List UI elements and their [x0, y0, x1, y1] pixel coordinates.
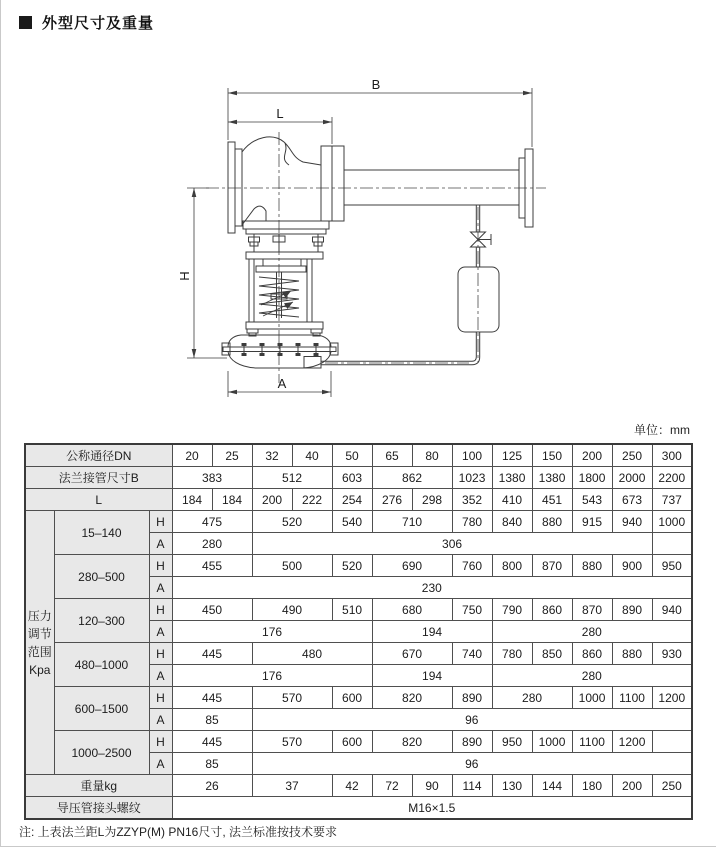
table-label-cell: 120–300	[54, 599, 149, 643]
table-value-cell: 780	[492, 643, 532, 665]
table-value-cell: 710	[372, 511, 452, 533]
table-value-cell: 1200	[652, 687, 692, 709]
table-value-cell: 280	[172, 533, 252, 555]
table-value-cell: 37	[252, 775, 332, 797]
table-value-cell: 85	[172, 709, 252, 731]
table-value-cell: 880	[572, 555, 612, 577]
table-value-cell: 820	[372, 687, 452, 709]
table-label-cell: A	[149, 533, 172, 555]
table-value-cell: 520	[252, 511, 332, 533]
table-value-cell: 96	[252, 709, 692, 731]
table-value-cell: 780	[452, 511, 492, 533]
table-row	[25, 489, 692, 511]
table-row	[25, 797, 692, 820]
dimension-table	[24, 443, 693, 820]
table-value-cell: 180	[572, 775, 612, 797]
valve-outline-drawing	[1, 0, 716, 420]
impulse-line	[321, 205, 480, 365]
table-value-cell: 100	[452, 444, 492, 467]
table-value-cell: 940	[652, 599, 692, 621]
table-value-cell: 1023	[452, 467, 492, 489]
table-label-cell: H	[149, 731, 172, 753]
table-value-cell: 490	[252, 599, 332, 621]
table-value-cell: 383	[172, 467, 252, 489]
table-value-cell: 1100	[612, 687, 652, 709]
table-value-cell: 410	[492, 489, 532, 511]
table-value-cell: 25	[212, 444, 252, 467]
table-value-cell: 890	[452, 731, 492, 753]
table-value-cell: 445	[172, 643, 252, 665]
table-value-cell: 114	[452, 775, 492, 797]
table-value-cell: 790	[492, 599, 532, 621]
table-value-cell: 250	[612, 444, 652, 467]
dim-label-b: B	[371, 77, 381, 92]
table-label-cell: A	[149, 709, 172, 731]
table-value-cell: 1380	[532, 467, 572, 489]
table-value-cell: 26	[172, 775, 252, 797]
table-value-cell: 96	[252, 753, 692, 775]
table-value-cell: 543	[572, 489, 612, 511]
pressure-axis-label: 压力 调节 范围 Kpa	[25, 511, 54, 775]
table-value-cell: 1380	[492, 467, 532, 489]
table-label-cell: 导压管接头螺纹	[25, 797, 172, 820]
table-row	[25, 444, 692, 467]
table-value-cell: 570	[252, 687, 332, 709]
table-value-cell: 890	[612, 599, 652, 621]
table-value-cell: 72	[372, 775, 412, 797]
table-label-cell: 480–1000	[54, 643, 149, 687]
table-value-cell: 1100	[572, 731, 612, 753]
table-row	[25, 687, 692, 709]
table-value-cell: M16×1.5	[172, 797, 692, 820]
table-value-cell: 840	[492, 511, 532, 533]
table-value-cell: 306	[252, 533, 652, 555]
actuator	[243, 221, 329, 336]
table-value-cell: 1000	[532, 731, 572, 753]
table-value-cell: 254	[332, 489, 372, 511]
table-value-cell: 130	[492, 775, 532, 797]
table-value-cell: 940	[612, 511, 652, 533]
table-value-cell: 737	[652, 489, 692, 511]
table-value-cell: 540	[332, 511, 372, 533]
table-label-cell: 法兰接管尺寸B	[25, 467, 172, 489]
table-value-cell: 880	[612, 643, 652, 665]
table-value-cell: 860	[532, 599, 572, 621]
table-value-cell: 40	[292, 444, 332, 467]
table-value-cell: 194	[372, 621, 492, 643]
table-value-cell: 50	[332, 444, 372, 467]
table-label-cell: A	[149, 621, 172, 643]
table-label-cell: H	[149, 687, 172, 709]
table-value-cell: 280	[492, 687, 572, 709]
table-label-cell: A	[149, 753, 172, 775]
table-row	[25, 511, 692, 533]
table-value-cell: 890	[452, 687, 492, 709]
table-value-cell: 673	[612, 489, 652, 511]
table-value-cell: 850	[532, 643, 572, 665]
table-value-cell: 512	[252, 467, 332, 489]
table-value-cell: 445	[172, 731, 252, 753]
table-value-cell: 200	[252, 489, 292, 511]
condensate-pot	[458, 267, 499, 332]
table-value-cell: 200	[572, 444, 612, 467]
table-label-cell: 1000–2500	[54, 731, 149, 775]
table-value-cell: 1000	[572, 687, 612, 709]
table-value-cell: 500	[252, 555, 332, 577]
table-label-cell: A	[149, 665, 172, 687]
table-value-cell: 870	[572, 599, 612, 621]
needle-valve	[471, 232, 492, 247]
table-value-cell: 90	[412, 775, 452, 797]
table-label-cell: H	[149, 599, 172, 621]
table-value-cell: 176	[172, 621, 372, 643]
table-label-cell: L	[25, 489, 172, 511]
table-value-cell: 862	[372, 467, 452, 489]
table-value-cell: 2200	[652, 467, 692, 489]
table-value-cell: 690	[372, 555, 452, 577]
table-value-cell: 184	[172, 489, 212, 511]
table-value-cell: 930	[652, 643, 692, 665]
table-value-cell: 184	[212, 489, 252, 511]
table-value-cell: 298	[412, 489, 452, 511]
table-value-cell: 176	[172, 665, 372, 687]
table-value-cell: 740	[452, 643, 492, 665]
table-value-cell: 760	[452, 555, 492, 577]
table-value-cell: 85	[172, 753, 252, 775]
table-value-cell: 194	[372, 665, 492, 687]
dim-label-h: H	[177, 271, 192, 281]
table-value-cell: 125	[492, 444, 532, 467]
table-value-cell: 680	[372, 599, 452, 621]
table-value-cell: 603	[332, 467, 372, 489]
table-value-cell: 915	[572, 511, 612, 533]
table-label-cell: 15–140	[54, 511, 149, 555]
table-value-cell: 450	[172, 599, 252, 621]
table-value-cell: 280	[492, 665, 692, 687]
table-value-cell: 475	[172, 511, 252, 533]
footnote: 注: 上表法兰距L为ZZYP(M) PN16尺寸, 法兰标准按技术要求	[19, 825, 338, 839]
table-value-cell: 80	[412, 444, 452, 467]
table-row	[25, 555, 692, 577]
table-row	[25, 599, 692, 621]
table-value-cell: 2000	[612, 467, 652, 489]
table-value-cell: 950	[652, 555, 692, 577]
table-value-cell: 1200	[612, 731, 652, 753]
table-value-cell: 144	[532, 775, 572, 797]
table-value-cell: 276	[372, 489, 412, 511]
table-row	[25, 731, 692, 753]
table-value-cell: 520	[332, 555, 372, 577]
table-value-cell: 32	[252, 444, 292, 467]
table-row	[25, 467, 692, 489]
table-value-cell: 455	[172, 555, 252, 577]
table-value-cell: 352	[452, 489, 492, 511]
table-value-cell: 200	[612, 775, 652, 797]
table-label-cell: H	[149, 555, 172, 577]
table-value-cell: 300	[652, 444, 692, 467]
table-value-cell: 860	[572, 643, 612, 665]
table-value-cell: 250	[652, 775, 692, 797]
table-value-cell: 445	[172, 687, 252, 709]
table-value-cell: 670	[372, 643, 452, 665]
diaphragm-bolts	[242, 343, 319, 356]
table-value-cell: 570	[252, 731, 332, 753]
table-value-cell: 451	[532, 489, 572, 511]
section-title-text: 外型尺寸及重量	[42, 15, 155, 32]
table-value-cell: 1000	[652, 511, 692, 533]
table-value-cell: 900	[612, 555, 652, 577]
table-value-cell: 1800	[572, 467, 612, 489]
table-label-cell: 280–500	[54, 555, 149, 599]
table-value-cell: 280	[492, 621, 692, 643]
table-value-cell: 230	[172, 577, 692, 599]
table-value-cell: 480	[252, 643, 372, 665]
table-value-cell: 950	[492, 731, 532, 753]
table-value-cell: 880	[532, 511, 572, 533]
table-value-cell: 65	[372, 444, 412, 467]
table-value-cell: 600	[332, 687, 372, 709]
table-value-cell: 20	[172, 444, 212, 467]
table-value-cell: 510	[332, 599, 372, 621]
table-value-cell: 222	[292, 489, 332, 511]
table-label-cell: H	[149, 511, 172, 533]
table-label-cell: 公称通径DN	[25, 444, 172, 467]
table-label-cell: A	[149, 577, 172, 599]
table-value-cell: 750	[452, 599, 492, 621]
table-value-cell: 870	[532, 555, 572, 577]
table-row	[25, 643, 692, 665]
valve-body	[228, 137, 533, 233]
table-label-cell: 600–1500	[54, 687, 149, 731]
table-value-cell: 600	[332, 731, 372, 753]
table-value-cell: 150	[532, 444, 572, 467]
unit-label: 单位：mm	[634, 423, 690, 437]
table-value-cell: 42	[332, 775, 372, 797]
table-label-cell: H	[149, 643, 172, 665]
table-row	[25, 775, 692, 797]
table-value-cell	[652, 731, 692, 753]
table-value-cell: 820	[372, 731, 452, 753]
table-value-cell	[652, 533, 692, 555]
diaphragm-chamber	[222, 335, 338, 368]
dim-label-l: L	[276, 106, 284, 121]
table-value-cell: 800	[492, 555, 532, 577]
dim-label-a: A	[277, 376, 287, 391]
table-label-cell: 重量kg	[25, 775, 172, 797]
